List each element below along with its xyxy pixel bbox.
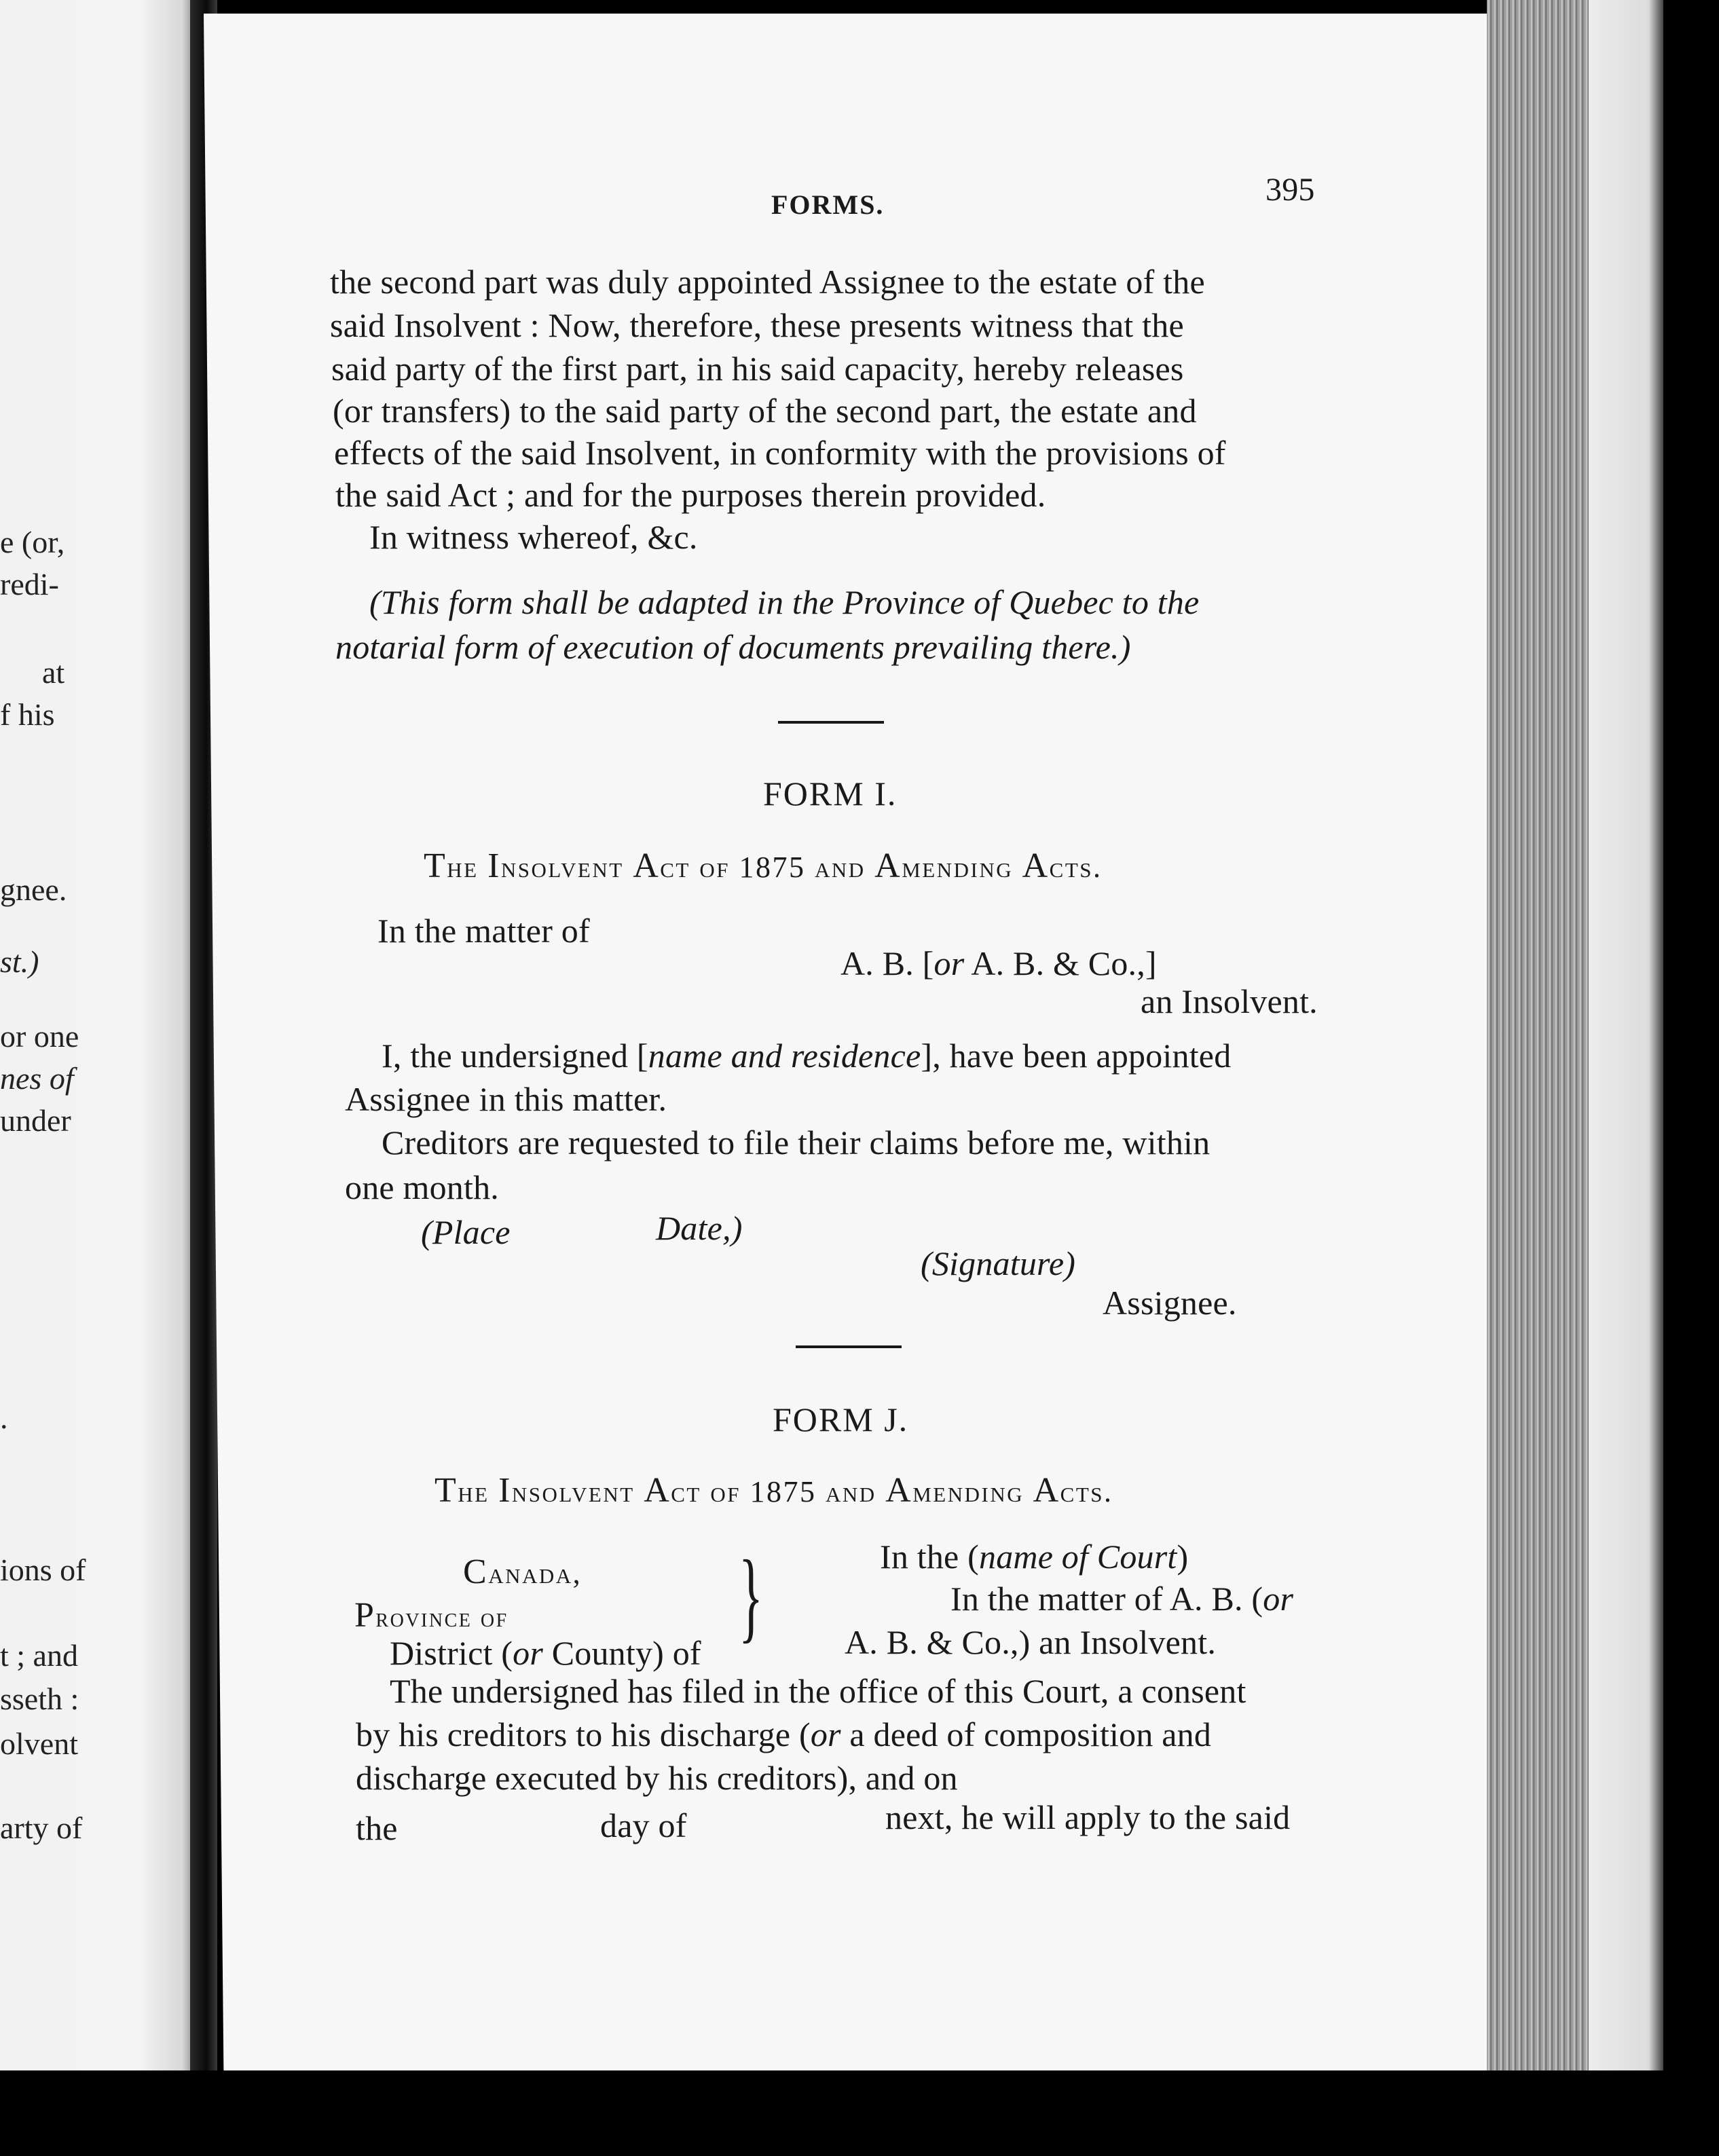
form-i-assignee: Assignee.: [1103, 1284, 1237, 1322]
left-fragment: ions of: [0, 1553, 86, 1587]
form-j-last-the: the: [356, 1809, 398, 1847]
form-i-body-line: I, the undersigned [name and residence], have been appointed: [382, 1037, 1232, 1075]
form-j-canada: Canada,: [463, 1553, 583, 1591]
form-j-body-line: discharge executed by his creditors), and on: [356, 1759, 958, 1797]
left-fragment: gnee.: [0, 872, 67, 907]
running-head: FORMS.: [771, 189, 885, 220]
page-edges: [1487, 0, 1589, 2077]
form-j-court: In the (name of Court): [880, 1538, 1189, 1576]
form-i-title: FORM I.: [763, 775, 898, 813]
left-fragment: st.): [0, 944, 39, 979]
left-fragment: nes of: [0, 1061, 74, 1096]
form-i-matter-of: In the matter of: [377, 912, 590, 950]
left-fragment: olvent: [0, 1726, 78, 1761]
witness-line: In witness whereof, &c.: [369, 518, 698, 556]
note-line: (This form shall be adapted in the Province of Quebec to the: [369, 583, 1200, 621]
form-j-title: FORM J.: [773, 1400, 909, 1438]
form-i-party: A. B. [or A. B. & Co.,]: [840, 944, 1157, 982]
form-j-body-line: by his creditors to his discharge (or a deed of composition and: [356, 1715, 1212, 1753]
text-line: effects of the said Insolvent, in conformity with the provisions of: [334, 434, 1226, 472]
left-fragment: under: [0, 1103, 71, 1138]
section-rule: [796, 1345, 902, 1348]
note-line: notarial form of execution of documents prevailing there.): [335, 628, 1131, 666]
form-j-province: Province of: [354, 1596, 509, 1635]
grouping-brace: }: [739, 1540, 763, 1652]
form-j-body-line: The undersigned has filed in the office of this Court, a consent: [390, 1672, 1246, 1710]
form-j-last-next: next, he will apply to the said: [885, 1798, 1291, 1836]
text-line: said Insolvent : Now, therefore, these presents witness that the: [330, 306, 1184, 344]
section-rule: [778, 721, 884, 724]
book-cover-edge: [1589, 0, 1663, 2156]
text-line: said party of the first part, in his said capacity, hereby releases: [331, 350, 1184, 388]
form-j-last-day-of: day of: [600, 1806, 687, 1844]
form-i-insolvent: an Insolvent.: [1141, 982, 1318, 1020]
left-fragment: or one: [0, 1019, 79, 1054]
form-i-act-title: The Insolvent Act of 1875 and Amending Acts.: [424, 847, 1103, 885]
left-fragment: e (or,: [0, 525, 65, 559]
page-number: 395: [1265, 172, 1315, 208]
form-j-district: District (or County) of: [390, 1634, 701, 1672]
text-line: (or transfers) to the said party of the second part, the estate and: [333, 392, 1197, 430]
form-j-matter-line: In the matter of A. B. (or: [950, 1580, 1294, 1618]
left-fragment: .: [0, 1400, 8, 1435]
left-fragment: sseth :: [0, 1681, 79, 1716]
form-i-date: Date,): [656, 1209, 743, 1247]
text-line: the second part was duly appointed Assignee to the estate of the: [330, 263, 1205, 301]
left-fragment: redi-: [0, 567, 59, 601]
form-i-body-line: Creditors are requested to file their claims before me, within: [382, 1123, 1210, 1161]
form-j-matter-line: A. B. & Co.,) an Insolvent.: [845, 1623, 1217, 1661]
form-i-signature: (Signature): [921, 1244, 1076, 1282]
form-j-act-title: The Insolvent Act of 1875 and Amending Acts.: [435, 1471, 1113, 1510]
bottom-shadow: [0, 2070, 1719, 2156]
left-fragment: f his: [0, 697, 55, 732]
text-line: the said Act ; and for the purposes therein provided.: [335, 476, 1046, 514]
left-fragment: t ; and: [0, 1638, 78, 1673]
left-fragment: arty of: [0, 1810, 83, 1845]
form-i-place: (Place: [421, 1213, 511, 1251]
left-fragment: at: [42, 655, 65, 690]
form-i-body-line: one month.: [345, 1168, 499, 1206]
form-i-body-line: Assignee in this matter.: [345, 1080, 667, 1118]
